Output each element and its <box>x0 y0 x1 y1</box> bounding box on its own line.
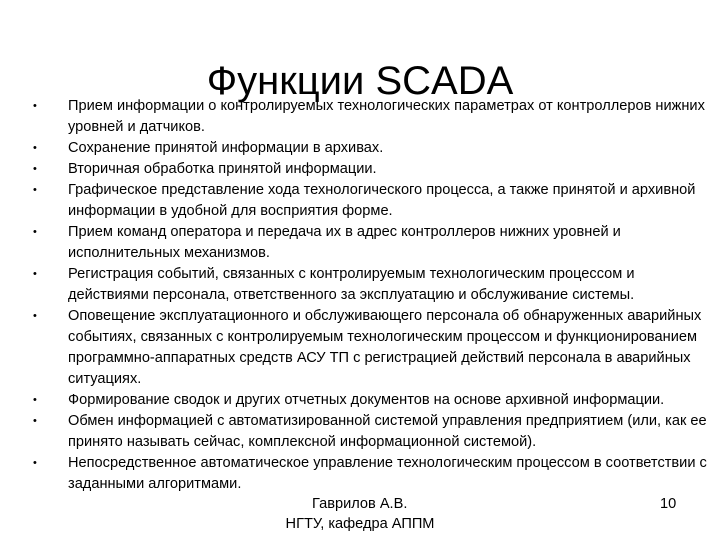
list-item-text: Вторичная обработка принятой информации. <box>68 161 377 177</box>
list-item <box>0 453 720 495</box>
list-item <box>0 264 720 306</box>
bullet-icon: • <box>33 415 37 427</box>
bullet-icon: • <box>33 184 37 196</box>
list-item <box>0 96 720 138</box>
list-item <box>0 138 720 159</box>
list-item <box>0 180 720 222</box>
list-item-text: Обмен информацией с автоматизированной системой управления предприятием (или, как ее принято называть сейчас, комплексной информационной системой). <box>68 413 707 450</box>
list-item-text: Прием информации о контролируемых технологических параметрах от контроллеров нижних уровней и датчиков. <box>68 98 705 135</box>
bullet-icon: • <box>33 100 37 112</box>
bullet-icon: • <box>33 226 37 238</box>
bullet-icon: • <box>33 163 37 175</box>
bullet-icon: • <box>33 310 37 322</box>
list-item <box>0 159 720 180</box>
list-item-text: Регистрация событий, связанных с контролируемым технологическим процессом и действиями персонала, ответственного за эксплуатацию и обслуживание системы. <box>68 266 635 303</box>
slide-title: Функции SCADA <box>206 58 514 103</box>
functions-list <box>0 96 720 495</box>
list-item <box>0 390 720 411</box>
list-item <box>0 222 720 264</box>
list-item <box>0 306 720 390</box>
list-item-text: Оповещение эксплуатационного и обслуживающего персонала об обнаруженных аварийных событиях, связанных с контролируемым технологическим процессом и функционированием программно-аппаратных средств АСУ ТП с регистрацией действий персонала в аварийных ситуациях. <box>68 308 702 387</box>
bullet-icon: • <box>33 457 37 469</box>
list-item-text: Прием команд оператора и передача их в адрес контроллеров нижних уровней и исполнительных механизмов. <box>68 224 621 261</box>
bullet-icon: • <box>33 142 37 154</box>
bullet-icon: • <box>33 394 37 406</box>
list-item-text: Формирование сводок и других отчетных документов на основе архивной информации. <box>68 392 665 408</box>
list-item-text: Непосредственное автоматическое управление технологическим процессом в соответствии с заданными алгоритмами. <box>68 455 707 492</box>
bullet-icon: • <box>33 268 37 280</box>
footer-organization: НГТУ, кафедра АППМ <box>285 516 435 532</box>
page-number: 10 <box>660 496 677 512</box>
footer-author: Гаврилов А.В. <box>312 496 408 512</box>
list-item <box>0 411 720 453</box>
list-item-text: Графическое представление хода технологического процесса, а также принятой и архивной информации в удобной для восприятия форме. <box>68 182 696 219</box>
list-item-text: Сохранение принятой информации в архивах. <box>68 140 384 156</box>
